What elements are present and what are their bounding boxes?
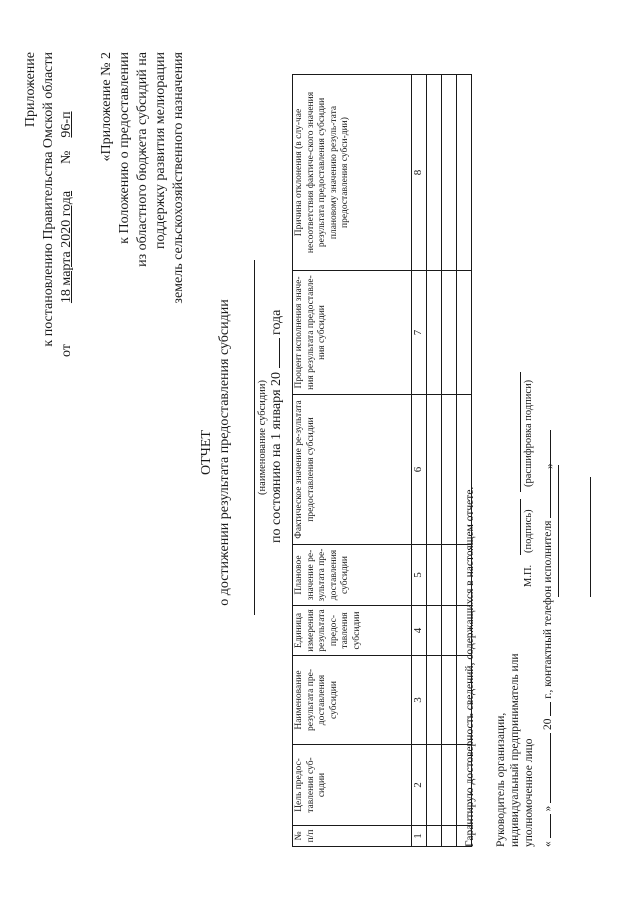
as-of-suffix: года	[269, 309, 284, 335]
table-cell	[442, 545, 457, 606]
column-number: 5	[412, 545, 427, 606]
table-header-cell: Наименование результата пре-доставления субсидии	[293, 656, 412, 745]
column-number: 3	[412, 656, 427, 745]
table-cell	[427, 395, 442, 545]
appendix-line-1: «Приложение № 2	[99, 52, 114, 162]
table-cell	[427, 656, 442, 745]
report-subtitle: о достижении результата предоставления субсидии	[217, 299, 232, 606]
table-cell	[442, 75, 457, 271]
table-header-cell: Причина отклонения (в слу-чае несоответствия фактиче-ского значения результата предоставления субсидии плановому значению резуль-тата предоставления субси-дии)	[293, 75, 412, 271]
appendix-line-3: из областного бюджета субсидий на	[135, 52, 150, 267]
table-cell	[427, 745, 442, 826]
table-header-cell: № п/п	[293, 826, 412, 847]
table-cell	[442, 745, 457, 826]
signature-line	[520, 499, 521, 555]
date-phone-line	[542, 430, 554, 847]
table-header-cell: Единица измерения результата предос-тавления субсидии	[293, 606, 412, 656]
subsidy-name-line	[254, 260, 255, 615]
header-date-line	[58, 111, 75, 357]
table-cell	[442, 395, 457, 545]
as-of-line	[268, 310, 285, 543]
closing-quote: »	[544, 463, 556, 469]
table-row	[427, 75, 442, 847]
table-number-row	[412, 75, 427, 847]
table-row	[442, 75, 457, 847]
table-cell	[427, 606, 442, 656]
date-quote-close: »	[542, 805, 554, 812]
head-line-3: уполномоченное лицо	[523, 738, 535, 847]
table-cell	[427, 271, 442, 395]
table-cell	[427, 826, 442, 847]
transcript-caption: (расшифровка подписи)	[523, 379, 534, 487]
table-header-cell: Плановое значение ре-зультата пре-доставления субсидии	[293, 545, 412, 606]
header-prilozhenie: Приложение	[23, 52, 38, 128]
table-cell	[427, 545, 442, 606]
appendix-line-5: земель сельскохозяйственного назначения	[171, 52, 186, 304]
column-number: 2	[412, 745, 427, 826]
header-date: 18 марта 2020 года	[59, 190, 74, 304]
head-line-1: Руководитель организации,	[495, 712, 507, 847]
table-header-cell: Фактическое значение ре-зультата предоставления субсидии	[293, 395, 412, 545]
year-prefix: 20	[542, 718, 554, 730]
table-header-row	[293, 75, 412, 847]
appendix-line-2: к Положению о предоставлении	[117, 52, 132, 244]
table-cell	[427, 75, 442, 271]
table-header-cell: Процент исполнения значе-ния результата предоставле-ния субсидии	[293, 271, 412, 395]
header-ot: от	[59, 344, 74, 357]
head-line-2: индивидуальный предприниматель или	[509, 653, 521, 847]
appendix-line-4: поддержку развития мелиорации	[153, 52, 168, 249]
mp-label: М.П.	[523, 564, 534, 587]
subsidy-caption: (наименование субсидии)	[257, 380, 268, 495]
date-quote-open: «	[542, 841, 554, 847]
transcript-line	[520, 372, 521, 492]
year-suffix-phone: г., контактный телефон исполнителя	[542, 520, 554, 699]
column-number: 6	[412, 395, 427, 545]
header-number-sign: №	[59, 150, 74, 164]
signature-caption: (подпись)	[523, 509, 534, 553]
table-cell	[442, 271, 457, 395]
phone-line	[558, 465, 559, 597]
table-cell	[442, 826, 457, 847]
guarantee-text: Гарантирую достоверность сведений, содержащихся в настоящем отчете.	[464, 486, 476, 847]
column-number: 1	[412, 826, 427, 847]
column-number: 7	[412, 271, 427, 395]
as-of-prefix: по состоянию на 1 января 20	[269, 371, 284, 543]
table-cell	[442, 606, 457, 656]
report-table	[292, 74, 472, 847]
report-title: ОТЧЕТ	[199, 430, 214, 475]
column-number: 4	[412, 606, 427, 656]
table-cell	[457, 75, 472, 271]
header-postanovlenie: к постановлению Правительства Омской области	[41, 52, 56, 347]
table-header-cell: Цель предос-тавления суб-сидии	[293, 745, 412, 826]
column-number: 8	[412, 75, 427, 271]
table-cell	[457, 271, 472, 395]
bottom-line	[590, 477, 591, 597]
header-number: 96-п	[59, 111, 74, 138]
table-cell	[442, 656, 457, 745]
